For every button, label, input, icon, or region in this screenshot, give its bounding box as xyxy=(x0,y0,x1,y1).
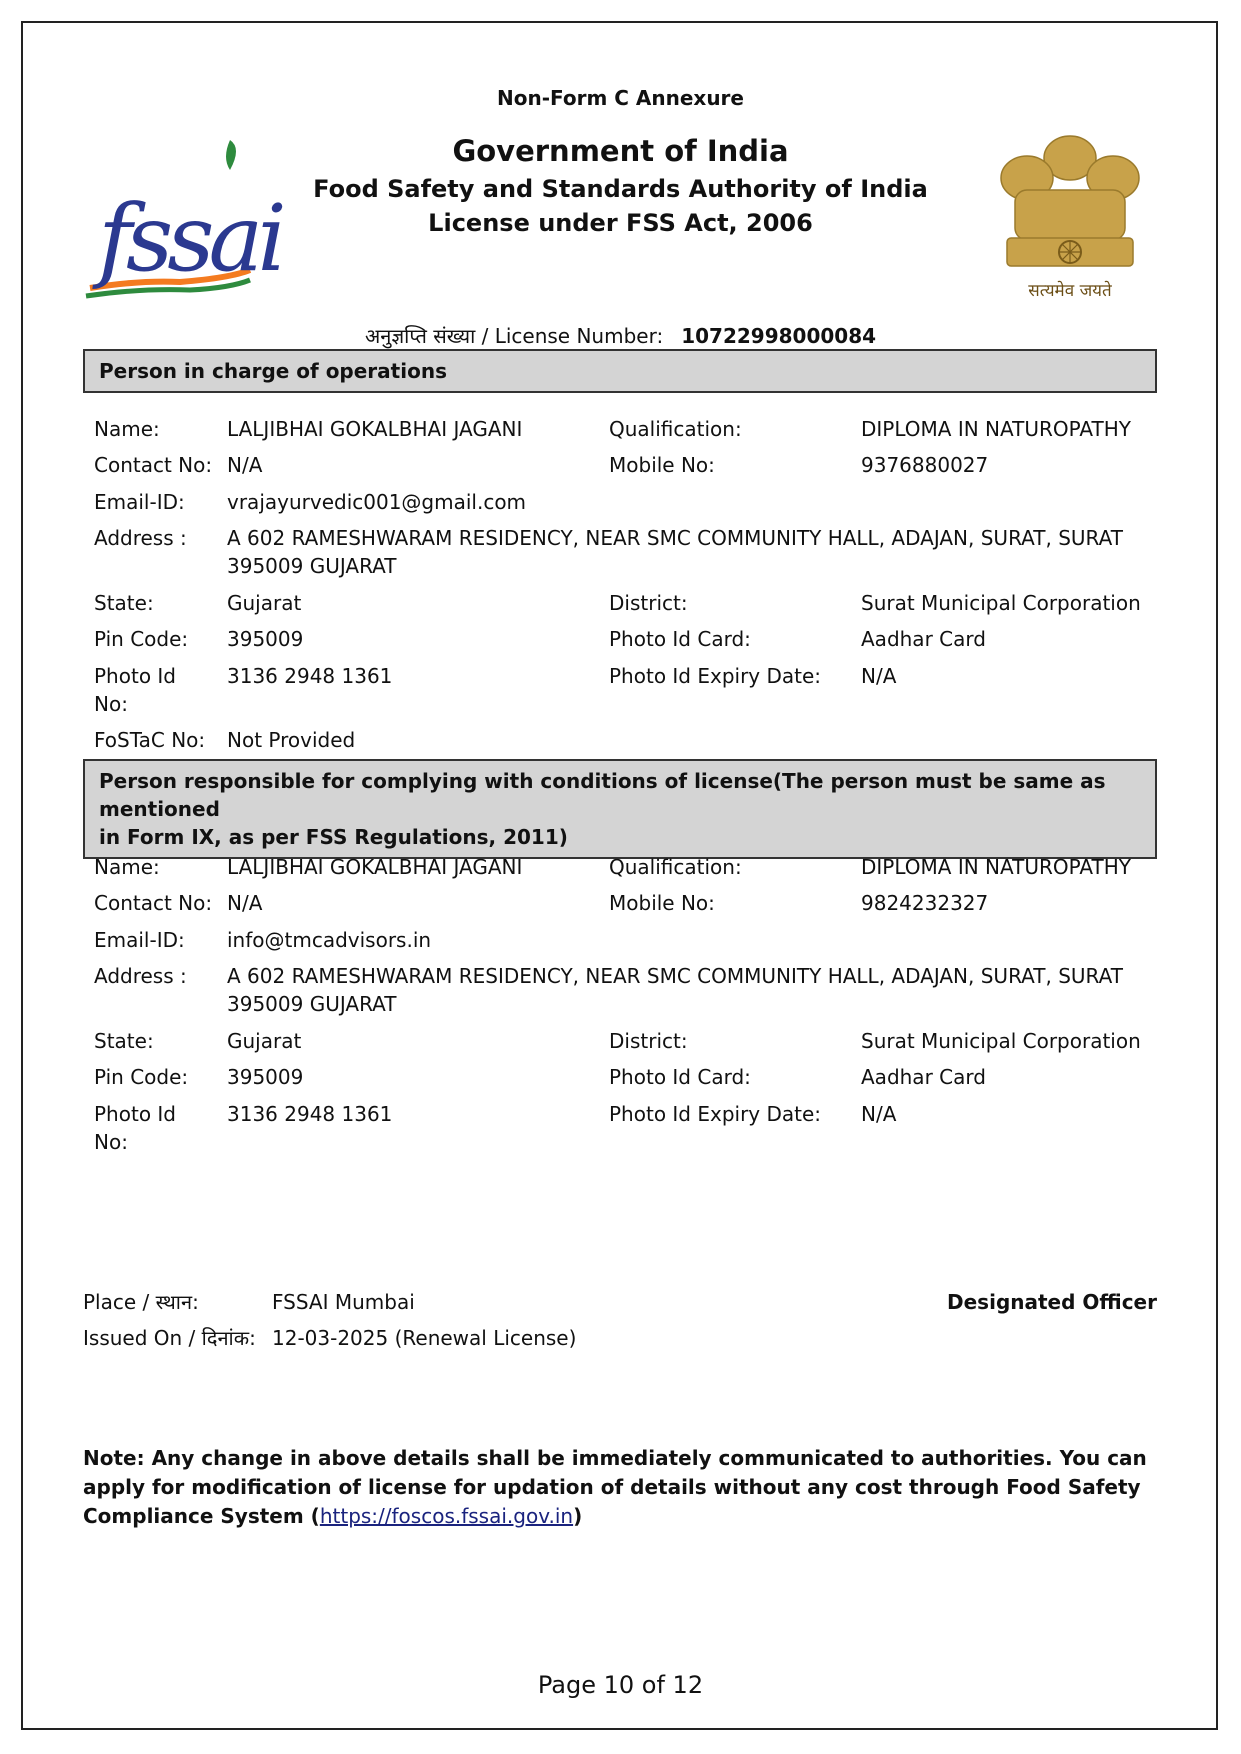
state-value: Gujarat xyxy=(227,591,302,615)
address-line-1: A 602 RAMESHWARAM RESIDENCY, NEAR SMC COMMUNITY HALL, ADAJAN, SURAT, SURAT xyxy=(227,526,1123,550)
name-value: LALJIBHAI GOKALBHAI JAGANI xyxy=(227,855,523,879)
license-number-line xyxy=(0,322,1241,349)
pin-value: 395009 xyxy=(227,627,304,651)
photo-id-no-label-2: No: xyxy=(94,692,128,716)
state-label: State: xyxy=(94,1029,154,1053)
name-label: Name: xyxy=(94,417,160,441)
national-emblem-icon xyxy=(985,130,1155,305)
issued-on-value: 12-03-2025 (Renewal License) xyxy=(272,1326,577,1350)
mobile-label: Mobile No: xyxy=(609,891,715,915)
contact-value: N/A xyxy=(227,453,263,477)
note-text: Note: Any change in above details shall be immediately communicated to authorities. You can apply for modification of license for updation of details without any cost through Food Safety Compliance System ( xyxy=(83,1446,1147,1528)
pin-label: Pin Code: xyxy=(94,1065,189,1089)
fostac-value: Not Provided xyxy=(227,728,356,752)
photo-id-expiry-label: Photo Id Expiry Date: xyxy=(609,664,822,688)
state-value: Gujarat xyxy=(227,1029,302,1053)
contact-value: N/A xyxy=(227,891,263,915)
name-label: Name: xyxy=(94,855,160,879)
issued-on-label: Issued On / दिनांक: xyxy=(83,1326,256,1350)
photo-id-card-value: Aadhar Card xyxy=(861,627,986,651)
address-line-2: 395009 GUJARAT xyxy=(227,554,397,578)
state-label: State: xyxy=(94,591,154,615)
photo-id-no-value: 3136 2948 1361 xyxy=(227,1102,393,1126)
annexure-title: Non-Form C Annexure xyxy=(496,86,744,110)
email-label: Email-ID: xyxy=(94,490,185,514)
district-value: Surat Municipal Corporation xyxy=(861,591,1141,615)
photo-id-card-value: Aadhar Card xyxy=(861,1065,986,1089)
qualification-value: DIPLOMA IN NATUROPATHY xyxy=(861,855,1132,879)
logo-wordmark: fssai xyxy=(98,185,281,292)
designated-officer: Designated Officer xyxy=(947,1290,1157,1314)
address-label: Address : xyxy=(94,526,187,550)
photo-id-no-label-1: Photo Id xyxy=(94,664,177,688)
fssai-logo xyxy=(80,130,281,305)
license-number: 10722998000084 xyxy=(681,324,877,348)
pin-value: 395009 xyxy=(227,1065,304,1089)
address-line-2: 395009 GUJARAT xyxy=(227,992,397,1016)
fostac-label: FoSTaC No: xyxy=(94,728,206,752)
photo-id-no-label-1: Photo Id xyxy=(94,1102,177,1126)
email-value: info@tmcadvisors.in xyxy=(227,928,432,952)
note-paragraph xyxy=(83,1444,1157,1531)
contact-label: Contact No: xyxy=(94,453,213,477)
section-title-line-2: in Form IX, as per FSS Regulations, 2011) xyxy=(99,825,568,849)
act-title: License under FSS Act, 2006 xyxy=(428,209,813,237)
district-label: District: xyxy=(609,1029,688,1053)
note-end: ) xyxy=(573,1504,583,1528)
contact-label: Contact No: xyxy=(94,891,213,915)
photo-id-card-label: Photo Id Card: xyxy=(609,627,751,651)
photo-id-expiry-label: Photo Id Expiry Date: xyxy=(609,1102,822,1126)
address-line-1: A 602 RAMESHWARAM RESIDENCY, NEAR SMC COMMUNITY HALL, ADAJAN, SURAT, SURAT xyxy=(227,964,1123,988)
qualification-label: Qualification: xyxy=(609,855,742,879)
section-person-in-charge-header xyxy=(83,349,1157,393)
qualification-value: DIPLOMA IN NATUROPATHY xyxy=(861,417,1132,441)
authority-title: Food Safety and Standards Authority of India xyxy=(313,175,928,203)
page-number: Page 10 of 12 xyxy=(537,1671,704,1699)
photo-id-expiry-value: N/A xyxy=(861,1102,897,1126)
address-label: Address : xyxy=(94,964,187,988)
photo-id-expiry-value: N/A xyxy=(861,664,897,688)
section-title-line-1: Person responsible for complying with conditions of license(The person must be same as mentioned xyxy=(99,769,1106,821)
section-title: Person in charge of operations xyxy=(99,359,447,383)
photo-id-card-label: Photo Id Card: xyxy=(609,1065,751,1089)
qualification-label: Qualification: xyxy=(609,417,742,441)
foscos-link[interactable]: https://foscos.fssai.gov.in xyxy=(319,1504,574,1528)
photo-id-no-value: 3136 2948 1361 xyxy=(227,664,393,688)
license-number-label: अनुज्ञप्ति संख्या / License Number: xyxy=(364,324,664,348)
pin-label: Pin Code: xyxy=(94,627,189,651)
name-value: LALJIBHAI GOKALBHAI JAGANI xyxy=(227,417,523,441)
mobile-value: 9824232327 xyxy=(861,891,989,915)
photo-id-no-label-2: No: xyxy=(94,1130,128,1154)
emblem-caption: सत्यमेव जयते xyxy=(1028,281,1112,301)
mobile-value: 9376880027 xyxy=(861,453,989,477)
email-value: vrajayurvedic001@gmail.com xyxy=(227,490,527,514)
place-value: FSSAI Mumbai xyxy=(272,1290,415,1314)
government-title: Government of India xyxy=(452,134,789,168)
mobile-label: Mobile No: xyxy=(609,453,715,477)
email-label: Email-ID: xyxy=(94,928,185,952)
place-label: Place / स्थान: xyxy=(83,1290,199,1314)
district-label: District: xyxy=(609,591,688,615)
district-value: Surat Municipal Corporation xyxy=(861,1029,1141,1053)
section-person-responsible-header xyxy=(83,759,1157,859)
